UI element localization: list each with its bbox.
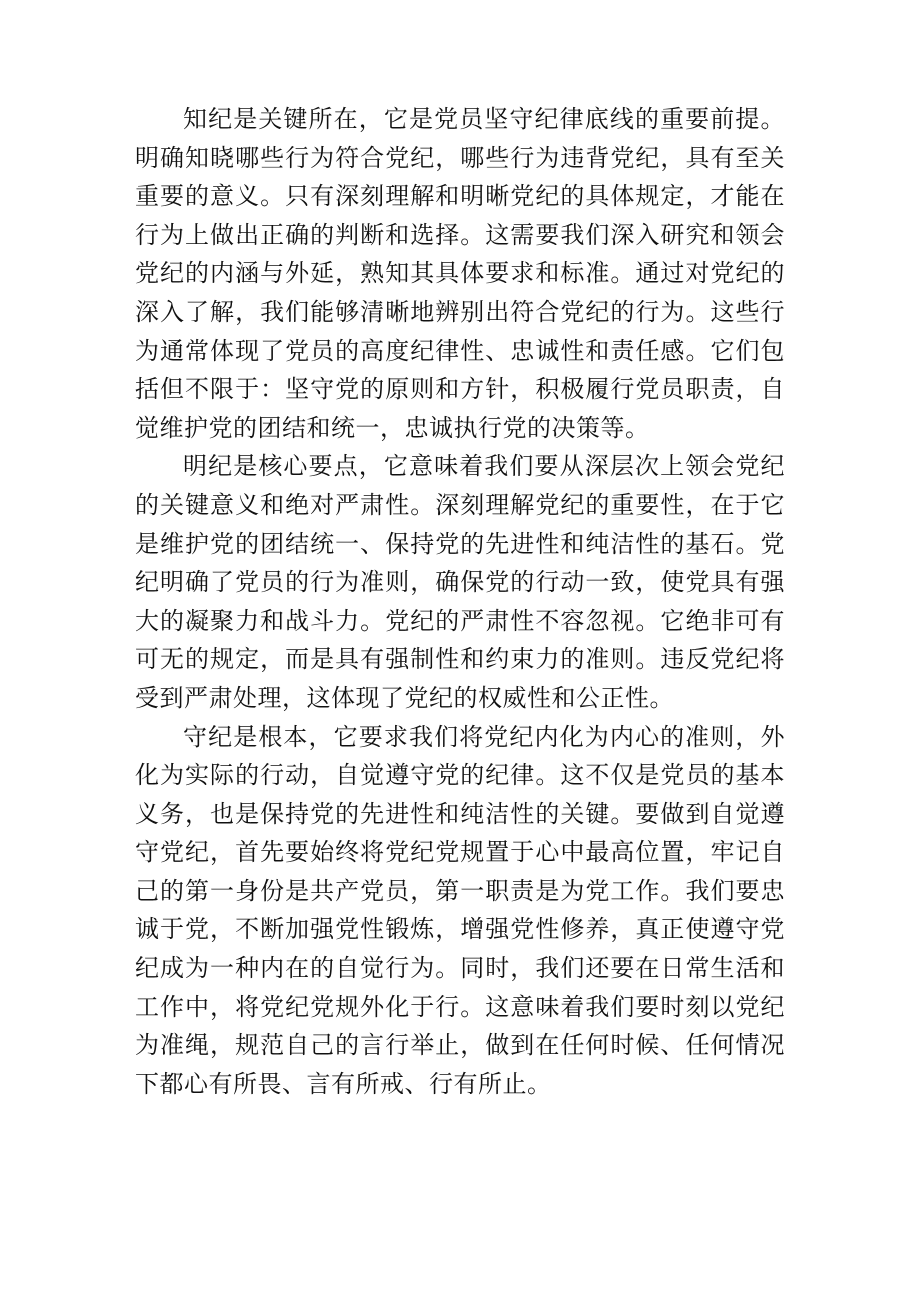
paragraph-mingji: 明纪是核心要点，它意味着我们要从深层次上领会党纪的关键意义和绝对严肃性。深刻理解党纪的重要性，在于它是维护党的团结统一、保持党的先进性和纯洁性的基石。党纪明确了党员的行为准则，确保党的行动一致，使党具有强大的凝聚力和战斗力。党纪的严肃性不容忽视。它绝非可有可无的规定，而是具有强制性和约束力的准则。违反党纪将受到严肃处理，这体现了党纪的权威性和公正性。	[135, 452, 785, 712]
document-body	[135, 100, 785, 1103]
paragraph-shouji: 守纪是根本，它要求我们将党纪内化为内心的准则，外化为实际的行动，自觉遵守党的纪律。这不仅是党员的基本义务，也是保持党的先进性和纯洁性的关键。要做到自觉遵守党纪，首先要始终将党纪党规置于心中最高位置，牢记自己的第一身份是共产党员，第一职责是为党工作。我们要忠诚于党，不断加强党性锻炼，增强党性修养，真正使遵守党纪成为一种内在的自觉行为。同时，我们还要在日常生活和工作中，将党纪党规外化于行。这意味着我们要时刻以党纪为准绳，规范自己的言行举止，做到在任何时候、任何情况下都心有所畏、言有所戒、行有所止。	[135, 722, 785, 1098]
paragraph-zhiji: 知纪是关键所在，它是党员坚守纪律底线的重要前提。明确知晓哪些行为符合党纪，哪些行为违背党纪，具有至关重要的意义。只有深刻理解和明晰党纪的具体规定，才能在行为上做出正确的判断和选择。这需要我们深入研究和领会党纪的内涵与外延，熟知其具体要求和标准。通过对党纪的深入了解，我们能够清晰地辨别出符合党纪的行为。这些行为通常体现了党员的高度纪律性、忠诚性和责任感。它们包括但不限于：坚守党的原则和方针，积极履行党员职责，自觉维护党的团结和统一，忠诚执行党的决策等。	[135, 105, 785, 442]
